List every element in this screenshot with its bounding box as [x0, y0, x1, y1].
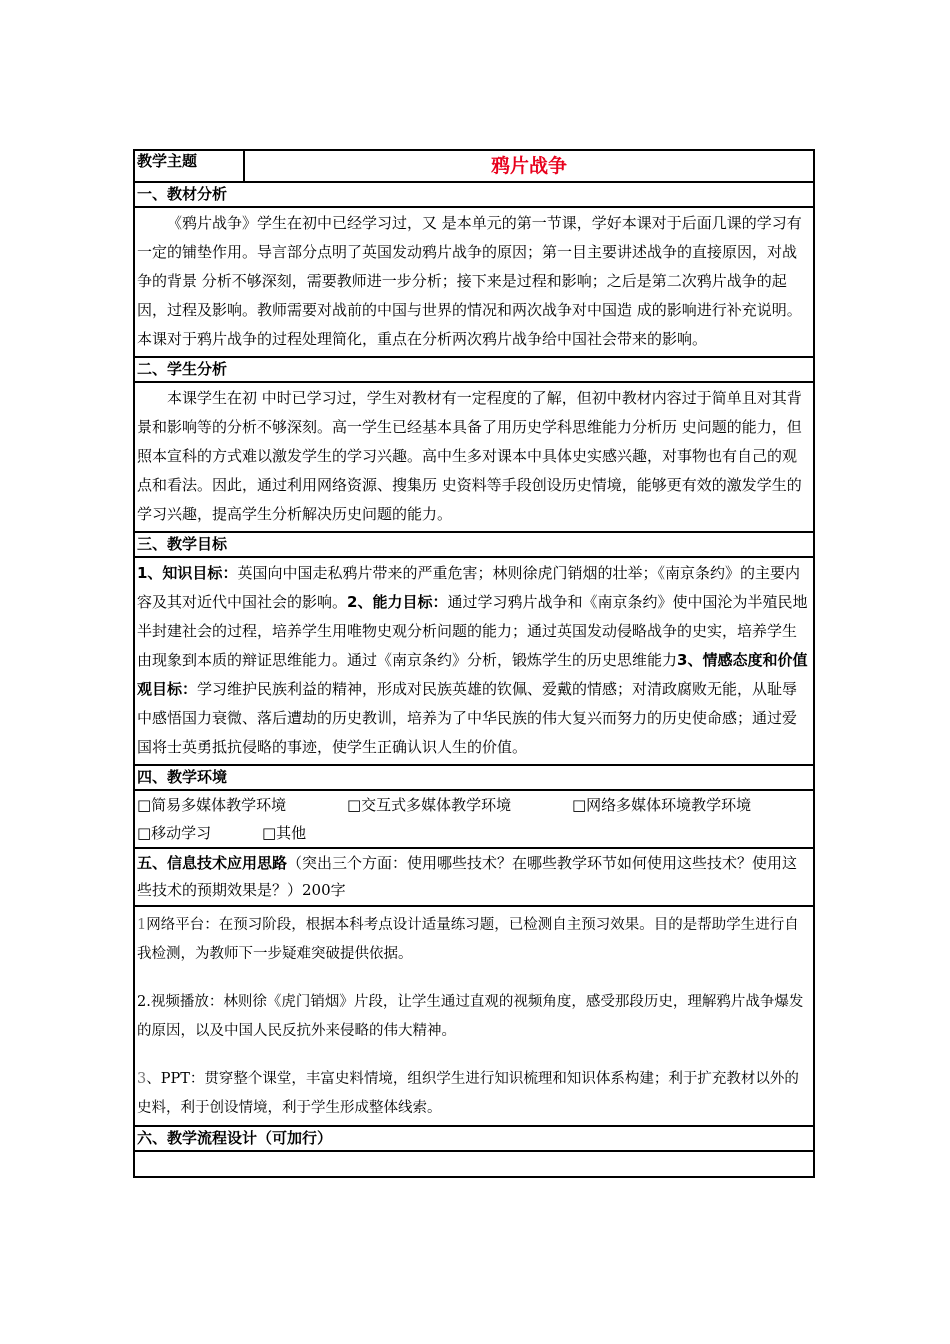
section6-empty-row	[134, 1151, 814, 1177]
tech-item-network-text: 网络平台：在预习阶段，根据本科考点设计适量练习题，已检测自主预习效果。目的是帮助学生进行自我检测，为教师下一步疑难突破提供依据。	[137, 917, 799, 962]
section1-title: 一、教材分析	[134, 182, 814, 207]
section5-header	[134, 848, 814, 906]
section2-text: 本课学生在初 中时已学习过，学生对教材有一定程度的了解，但初中教材内容过于简单且对其背景和影响等的分析不够深刻。高一学生已经基本具备了用历史学科思维能力分析历 史问题的能力，但照本宣科的方式难以激发学生的学习兴趣。高中生多对课本中具体史实感兴趣，对事物也有自己的观点和看法。因此，通过利用网络资源、搜集历 史资料等手段创设历史情境，能够更有效的激发学生的学习兴趣，提高学生分析解决历史问题的能力。	[134, 382, 814, 532]
goal-text-knowledge: 英国向中国走私鸦片带来的严重危害；林则徐虎门销烟的壮举；《南京条约》的主要内容及其对近代中国社会的影响。	[137, 564, 800, 611]
tech-item-network	[137, 911, 811, 969]
section1-text: 《鸦片战争》学生在初中已经学习过，又 是本单元的第一节课，学好本课对于后面几课的学习有一定的铺垫作用。导言部分点明了英国发动鸦片战争的原因；第一目主要讲述战争的直接原因，对战争的背景 分析不够深刻，需要教师进一步分析；接下来是过程和影响；之后是第二次鸦片战争的起因，过程及影响。教师需要对战前的中国与世界的情况和两次战争对中国造 成的影响进行补充说明。本课对于鸦片战争的过程处理简化，重点在分析两次鸦片战争给中国社会带来的影响。	[134, 207, 814, 357]
goal-label-knowledge: 1、知识目标：	[137, 564, 238, 582]
goal-label-ability: 2、能力目标：	[347, 593, 448, 611]
section4-title: 四、教学环境	[134, 765, 814, 790]
env-option-network[interactable]: □网络多媒体环境教学环境	[572, 796, 752, 814]
env-option-other[interactable]: □其他	[262, 824, 307, 842]
tech-item-video: 2.视频播放：林则徐《虎门销烟》片段，让学生通过直观的视频角度，感受那段历史，理解鸦片战争爆发的原因，以及中国人民反抗外来侵略的伟大精神。	[137, 994, 804, 1039]
subject-row	[134, 150, 814, 182]
lesson-plan-document	[133, 149, 813, 1178]
tech-item-ppt-num: 3	[137, 1071, 147, 1087]
subject-title: 鸦片战争	[244, 150, 814, 182]
tech-item-ppt-text: 、PPT：贯穿整个课堂，丰富史料情境，组织学生进行知识梳理和知识体系构建；利于扩充教材以外的史料，利于创设情境，利于学生形成整体线索。	[137, 1071, 799, 1116]
goal-text-ability: 通过学习鸦片战争和《南京条约》使中国沦为半殖民地半封建社会的过程，培养学生用唯物史观分析问题的能力；通过英国发动侵略战争的史实，培养学生由现象到本质的辩证思维能力。通过《南京条约》分析，锻炼学生的历史思维能力	[137, 593, 808, 669]
section5-title: 五、信息技术应用思路	[137, 854, 288, 872]
lesson-plan-table	[133, 149, 815, 1178]
goal-text-emotion: 学习维护民族利益的精神，形成对民族英雄的钦佩、爱戴的情感；对清政腐败无能，从耻辱中感悟国力衰微、落后遭劫的历史教训，培养为了中华民族的伟大复兴而努力的历史使命感；通过爱国将士英勇抵抗侵略的事迹，使学生正确认识人生的价值。	[137, 680, 798, 756]
subject-label: 教学主题	[134, 150, 244, 182]
section2-title: 二、学生分析	[134, 357, 814, 382]
section3-goals	[134, 557, 814, 765]
env-option-mobile[interactable]: □移动学习	[137, 824, 212, 842]
section6-title: 六、教学流程设计（可加行）	[134, 1126, 814, 1151]
env-option-interactive[interactable]: □交互式多媒体教学环境	[347, 796, 512, 814]
environment-options	[134, 790, 814, 848]
tech-item-network-num: 1	[137, 917, 147, 933]
goal-label-emotion: 3、情感态度和价值观目标：	[137, 651, 808, 698]
tech-item-ppt	[137, 1065, 811, 1123]
section3-title: 三、教学目标	[134, 532, 814, 557]
env-option-simple[interactable]: □简易多媒体教学环境	[137, 796, 287, 814]
section5-subtitle: （突出三个方面：使用哪些技术？在哪些教学环节如何使用这些技术？使用这些技术的预期效果是？）200字	[137, 854, 798, 899]
section5-body	[134, 906, 814, 1126]
